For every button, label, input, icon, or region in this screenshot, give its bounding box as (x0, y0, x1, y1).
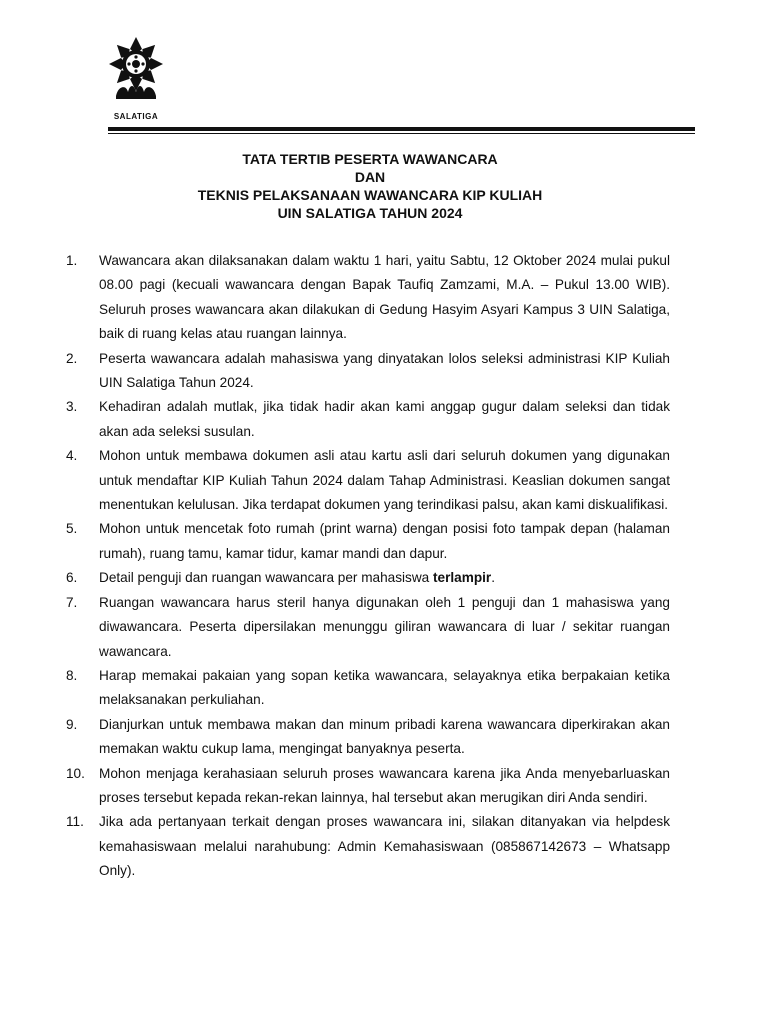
item-tail: . (491, 570, 495, 586)
list-item (66, 664, 670, 713)
item-number: 6. (66, 570, 78, 586)
item-number: 1. (66, 253, 78, 268)
item-number: 10. (66, 765, 85, 781)
university-logo (98, 34, 174, 122)
item-text: Kehadiran adalah mutlak, jika tidak hadir akan kami anggap gugur dalam seleksi dan tidak akan ada seleksi susulan. (99, 399, 670, 439)
item-number: 2. (66, 350, 78, 366)
list-item (66, 249, 670, 347)
item-number: 11. (66, 814, 84, 830)
item-text: Wawancara akan dilaksanakan dalam waktu 1 hari, yaitu Sabtu, 12 Oktober 2024 mulai pukul 08.00 pagi (kecuali wawancara dengan Bapak Taufiq Zamzami, M.A. – Pukul 13.00 WIB). Seluruh proses wawancara akan dilakukan di Gedung Hasyim Asyari Kampus 3 UIN Salatiga, baik di ruang kelas atau ruangan lainnya. (99, 253, 670, 342)
title-line-3: TEKNIS PELAKSANAAN WAWANCARA KIP KULIAH (197, 187, 543, 203)
title-line-2: DAN (354, 169, 386, 185)
title-line-1: TATA TERTIB PESERTA WAWANCARA (242, 151, 498, 167)
item-text: Harap memakai pakaian yang sopan ketika wawancara, selayaknya etika berpakaian ketika melaksanakan perkuliahan. (99, 667, 670, 708)
item-emphasis: terlampir (433, 570, 492, 586)
item-number: 5. (66, 521, 78, 537)
list-item (66, 810, 670, 883)
list-item (66, 713, 670, 762)
header-rule-thick (108, 127, 695, 131)
rules-list (66, 249, 670, 884)
item-number: 4. (66, 448, 78, 464)
logo-name: SALATIGA (113, 112, 159, 121)
list-item (66, 591, 670, 664)
list-item (66, 566, 670, 590)
list-item (66, 517, 670, 566)
item-text: Mohon untuk membawa dokumen asli atau kartu asli dari seluruh dokumen yang digunakan untuk mendaftar KIP Kuliah Tahun 2024 dalam Tahap Administrasi. Keaslian dokumen sangat menentukan kelulusan. Jika terdapat dokumen yang terindikasi palsu, akan kami diskualifikasi. (99, 448, 670, 513)
document-title (108, 150, 632, 222)
list-item (66, 762, 670, 811)
item-text: Jika ada pertanyaan terkait dengan proses wawancara ini, silakan ditanyakan via helpdesk kemahasiswaan melalui narahubung: Admin Kemahasiswaan (085867142673 – Whatsapp Only). (99, 814, 670, 879)
item-number: 7. (66, 594, 78, 610)
title-line-4: UIN SALATIGA TAHUN 2024 (277, 205, 463, 221)
list-item (66, 347, 670, 396)
item-number: 3. (66, 399, 78, 415)
item-text: Peserta wawancara adalah mahasiswa yang dinyatakan lolos seleksi administrasi KIP Kuliah UIN Salatiga Tahun 2024. (99, 350, 670, 391)
list-item (66, 395, 670, 444)
item-number: 9. (66, 716, 78, 732)
item-text: Mohon untuk mencetak foto rumah (print warna) dengan posisi foto tampak depan (halaman rumah), ruang tamu, kamar tidur, kamar mandi dan dapur. (99, 521, 670, 561)
item-text: Mohon menjaga kerahasiaan seluruh proses wawancara karena jika Anda menyebarluaskan proses tersebut kepada rekan-rekan lainnya, hal tersebut akan merugikan diri Anda sendiri. (99, 765, 670, 805)
item-text: Dianjurkan untuk membawa makan dan minum pribadi karena wawancara diperkirakan akan memakan waktu cukup lama, mengingat banyaknya peserta. (99, 716, 670, 757)
uin-salatiga-emblem-icon (98, 34, 174, 112)
item-text: Detail penguji dan ruangan wawancara per mahasiswa (99, 570, 434, 586)
item-text: Ruangan wawancara harus steril hanya digunakan oleh 1 penguji dan 1 mahasiswa yang diwawancara. Peserta dipersilakan menunggu giliran wawancara di luar / sekitar ruangan wawancara. (99, 594, 670, 659)
list-item (66, 444, 670, 517)
item-number: 8. (66, 667, 78, 683)
header-rule-thin (108, 133, 695, 134)
